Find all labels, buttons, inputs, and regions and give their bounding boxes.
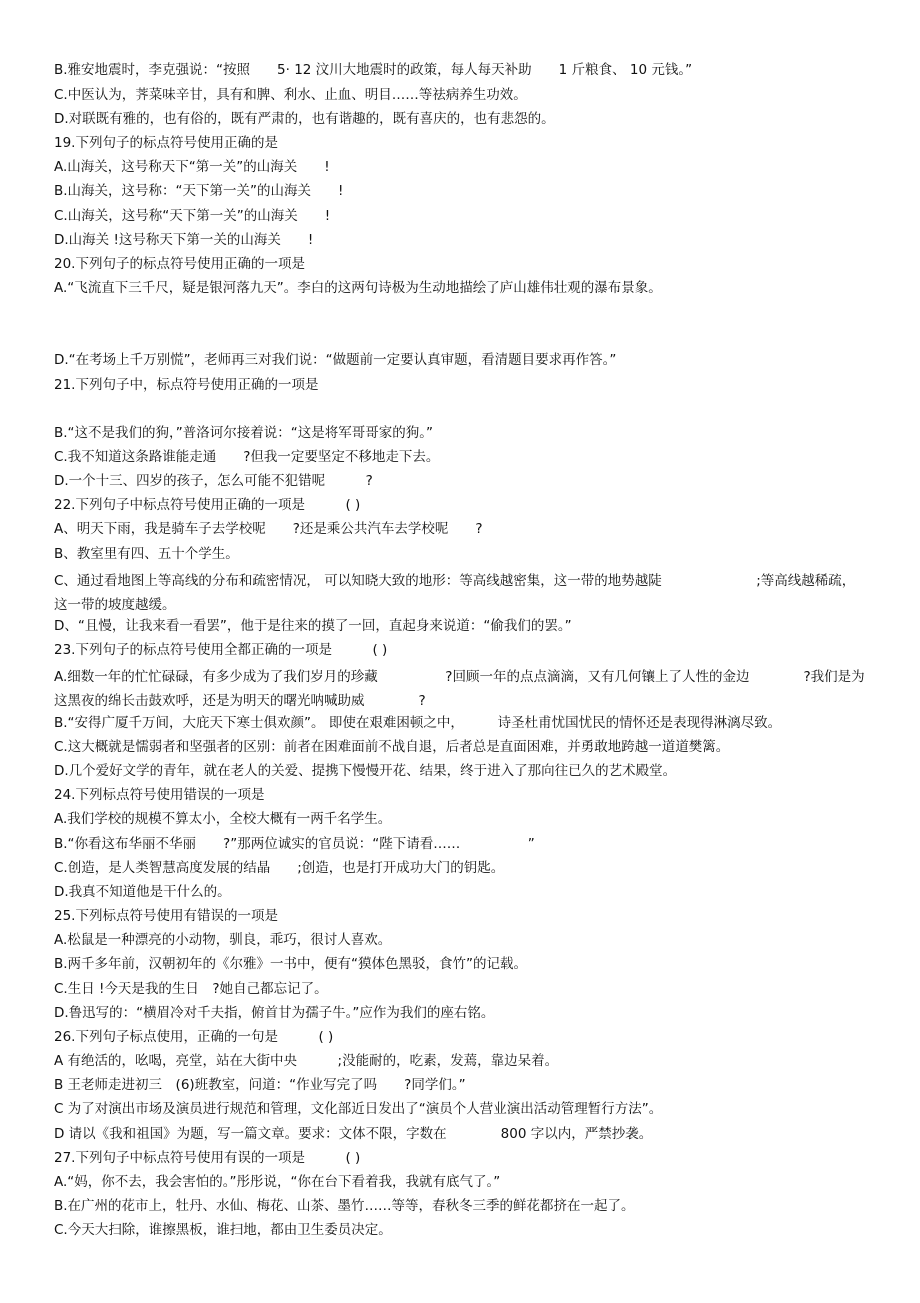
question-heading: 23.下列句子的标点符号使用全都正确的一项是 ( ): [54, 642, 388, 658]
text-line: B.“这不是我们的狗，”普洛诃尔接着说：“这是将军哥哥家的狗。”: [54, 425, 434, 441]
text-line: A、明天下雨，我是骑车子去学校呢 ?还是乘公共汽车去学校呢 ?: [54, 521, 483, 537]
text-line: C.山海关，这号称“天下第一关”的山海关 !: [54, 208, 331, 224]
text-line: B.雅安地震时，李克强说：“按照 5· 12 汶川大地震时的政策，每人每天补助 1 斤粮食、 10 元钱。”: [54, 62, 693, 78]
text-line: A.“妈，你不去，我会害怕的。”彤彤说，“你在台下看着我，我就有底气了。”: [54, 1174, 501, 1190]
text-line: B 王老师走进初三 (6)班教室，问道：“作业写完了吗 ?同学们。”: [54, 1077, 466, 1093]
text-line: D.我真不知道他是干什么的。: [54, 884, 231, 900]
text-line: C、通过看地图上等高线的分布和疏密情况， 可以知晓大致的地形：等高线越密集，这一带的地势越陡 ;等高线越稀疏，这一带的坡度越缓。: [54, 573, 856, 613]
text-line: D.几个爱好文学的青年，就在老人的关爱、提携下慢慢开花、结果，终于进入了那向往已久的艺术殿堂。: [54, 763, 677, 779]
question-heading: 25.下列标点符号使用有错误的一项是: [54, 908, 278, 924]
text-line: B、教室里有四、五十个学生。: [54, 546, 239, 562]
text-line: A.细数一年的忙忙碌碌，有多少成为了我们岁月的珍藏 ?回顾一年的点点滴滴，又有几何镶上了人性的金边 ?我们是为这黑夜的绵长击鼓欢呼，还是为明天的曙光呐喊助威 ?: [54, 669, 865, 709]
text-line: A.我们学校的规模不算太小，全校大概有一两千名学生。: [54, 811, 392, 827]
text-line: C.这大概就是懦弱者和坚强者的区别：前者在困难面前不战自退，后者总是直面困难，并勇敢地跨越一道道樊篱。: [54, 739, 730, 755]
text-line: B.山海关，这号称：“天下第一关”的山海关 !: [54, 183, 344, 199]
question-heading: 26.下列句子标点使用，正确的一句是 ( ): [54, 1029, 334, 1045]
question-heading: 19.下列句子的标点符号使用正确的是: [54, 135, 278, 151]
question-heading: 21.下列句子中，标点符号使用正确的一项是: [54, 377, 319, 393]
text-line: A.山海关，这号称天下“第一关”的山海关 !: [54, 159, 330, 175]
text-line: D.“在考场上千万别慌”，老师再三对我们说：“做题前一定要认真审题，看清题目要求再作答。”: [54, 352, 617, 368]
text-line: B.“安得广厦千万间，大庇天下寒士俱欢颜”。 即使在艰难困顿之中， 诗圣杜甫忧国忧民的情怀还是表现得淋漓尽致。: [54, 715, 782, 731]
text-line: C.中医认为，荠菜味辛甘，具有和脾、利水、止血、明目……等祛病养生功效。: [54, 87, 527, 103]
question-heading: 20.下列句子的标点符号使用正确的一项是: [54, 256, 305, 272]
text-line: C.我不知道这条路谁能走通 ?但我一定要坚定不移地走下去。: [54, 449, 440, 465]
text-line: C.今天大扫除，谁擦黑板，谁扫地，都由卫生委员决定。: [54, 1222, 392, 1238]
text-line: C 为了对演出市场及演员进行规范和管理，文化部近日发出了“演员个人营业演出活动管理暂行方法”。: [54, 1101, 663, 1117]
question-heading: 27.下列句子中标点符号使用有误的一项是 ( ): [54, 1150, 361, 1166]
text-line: A 有绝活的，吆喝，亮堂，站在大街中央 ;没能耐的，吃素，发蔫，靠边呆着。: [54, 1053, 559, 1069]
text-line: B.两千多年前，汉朝初年的《尔雅》一书中，便有“獏体色黑驳，食竹”的记载。: [54, 956, 528, 972]
text-line: D 请以《我和祖国》为题，写一篇文章。要求：文体不限，字数在 800 字以内，严禁抄袭。: [54, 1126, 653, 1142]
text-line: A.松鼠是一种漂亮的小动物，驯良，乖巧，很讨人喜欢。: [54, 932, 392, 948]
text-line: D.山海关 !这号称天下第一关的山海关 !: [54, 232, 314, 248]
text-line: D.对联既有雅的，也有俗的，既有严肃的，也有谐趣的，既有喜庆的，也有悲怨的。: [54, 111, 555, 127]
text-line: D.一个十三、四岁的孩子，怎么可能不犯错呢 ?: [54, 473, 373, 489]
text-line: B.“你看这布华丽不华丽 ?”那两位诚实的官员说：“陛下请看…… ”: [54, 836, 535, 852]
text-line: D.鲁迅写的：“横眉冷对千夫指，俯首甘为孺子牛。”应作为我们的座右铭。: [54, 1005, 495, 1021]
text-line: C.生日 !今天是我的生日 ?她自己都忘记了。: [54, 981, 328, 997]
text-line: D、“且慢，让我来看一看罢”，他于是往来的摸了一回，直起身来说道：“偷我们的罢。”: [54, 618, 572, 634]
text-line: C.创造，是人类智慧高度发展的结晶 ;创造，也是打开成功大门的钥匙。: [54, 860, 505, 876]
text-line: A.“飞流直下三千尺，疑是银河落九天”。李白的这两句诗极为生动地描绘了庐山雄伟壮观的瀑布景象。: [54, 280, 662, 296]
text-line: B.在广州的花市上，牡丹、水仙、梅花、山茶、墨竹……等等，春秋冬三季的鲜花都挤在一起了。: [54, 1198, 635, 1214]
question-heading: 24.下列标点符号使用错误的一项是: [54, 787, 265, 803]
question-heading: 22.下列句子中标点符号使用正确的一项是 ( ): [54, 497, 361, 513]
